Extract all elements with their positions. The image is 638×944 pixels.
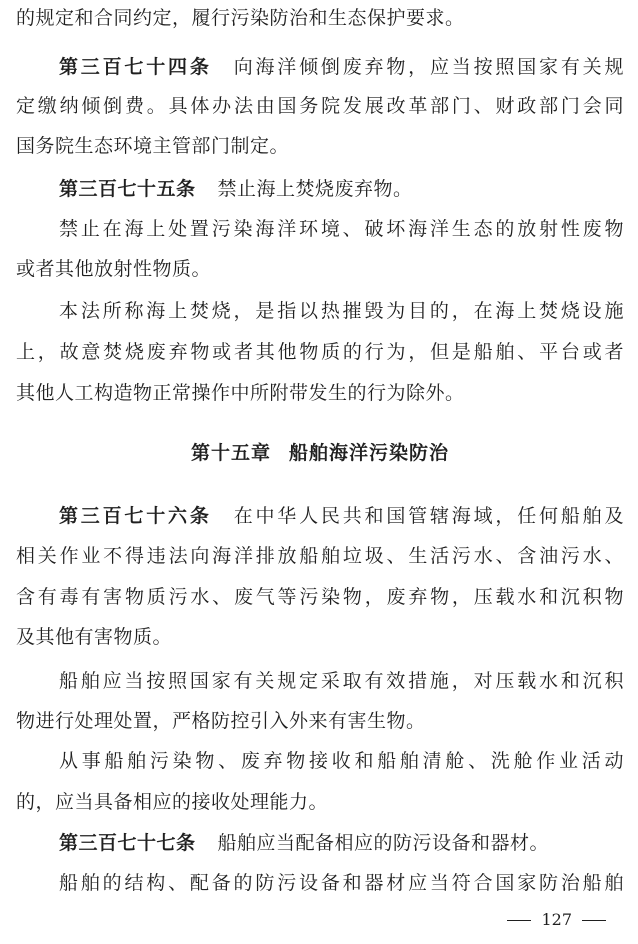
article-375-text: 禁止海上焚烧废弃物。	[217, 178, 413, 200]
article-375-heading: 第三百七十五条	[59, 178, 196, 200]
article-374-text: 向海洋倾倒废弃物，应当按照国家有关规	[233, 56, 624, 78]
text-line: 及其他有害物质。	[16, 626, 173, 648]
text-line: 从事船舶污染物、废弃物接收和船舶清舱、洗舱作业活动	[59, 750, 624, 772]
footer-dash-left	[507, 920, 531, 921]
text-line: 物进行处理处置，严格防控引入外来有害生物。	[16, 710, 426, 732]
page-number: 127	[541, 910, 572, 929]
article-376-heading: 第三百七十六条	[59, 505, 212, 527]
text-line: 含有毒有害物质污水、废气等污染物，废弃物，压载水和沉积物	[16, 586, 624, 608]
article-377-text: 船舶应当配备相应的防污设备和器材。	[217, 832, 550, 854]
text-line: 国务院生态环境主管部门制定。	[16, 135, 290, 157]
text-line: 的规定和合同约定，履行污染防治和生态保护要求。	[16, 7, 465, 29]
text-line: 的，应当具备相应的接收处理能力。	[16, 791, 329, 813]
text-line: 其他人工构造物正常操作中所附带发生的行为除外。	[16, 382, 465, 404]
article-374-heading: 第三百七十四条	[59, 56, 212, 78]
text-line: 相关作业不得违法向海洋排放船舶垃圾、生活污水、含油污水、	[16, 545, 624, 567]
text-line: 上，故意焚烧废弃物或者其他物质的行为，但是船舶、平台或者	[16, 341, 624, 363]
article-377-heading: 第三百七十七条	[59, 832, 196, 854]
article-374-line	[16, 54, 624, 80]
article-375-line	[16, 176, 624, 202]
chapter-title: 船舶海洋污染防治	[289, 442, 450, 464]
article-376-line	[16, 503, 624, 529]
text-line: 定缴纳倾倒费。具体办法由国务院发展改革部门、财政部门会同	[16, 95, 624, 117]
chapter-number: 第十五章	[190, 442, 271, 464]
article-376-text: 在中华人民共和国管辖海域，任何船舶及	[233, 505, 624, 527]
text-line: 或者其他放射性物质。	[16, 258, 212, 280]
text-line: 船舶的结构、配备的防污设备和器材应当符合国家防治船舶	[59, 872, 624, 894]
footer-dash-right	[582, 920, 606, 921]
article-377-line	[16, 830, 624, 856]
page-footer	[497, 910, 616, 930]
text-line: 船舶应当按照国家有关规定采取有效措施，对压载水和沉积	[59, 670, 624, 692]
text-line: 禁止在海上处置污染海洋环境、破坏海洋生态的放射性废物	[59, 218, 624, 240]
text-line: 本法所称海上焚烧，是指以热摧毁为目的，在海上焚烧设施	[59, 300, 624, 322]
chapter-heading	[16, 440, 624, 466]
